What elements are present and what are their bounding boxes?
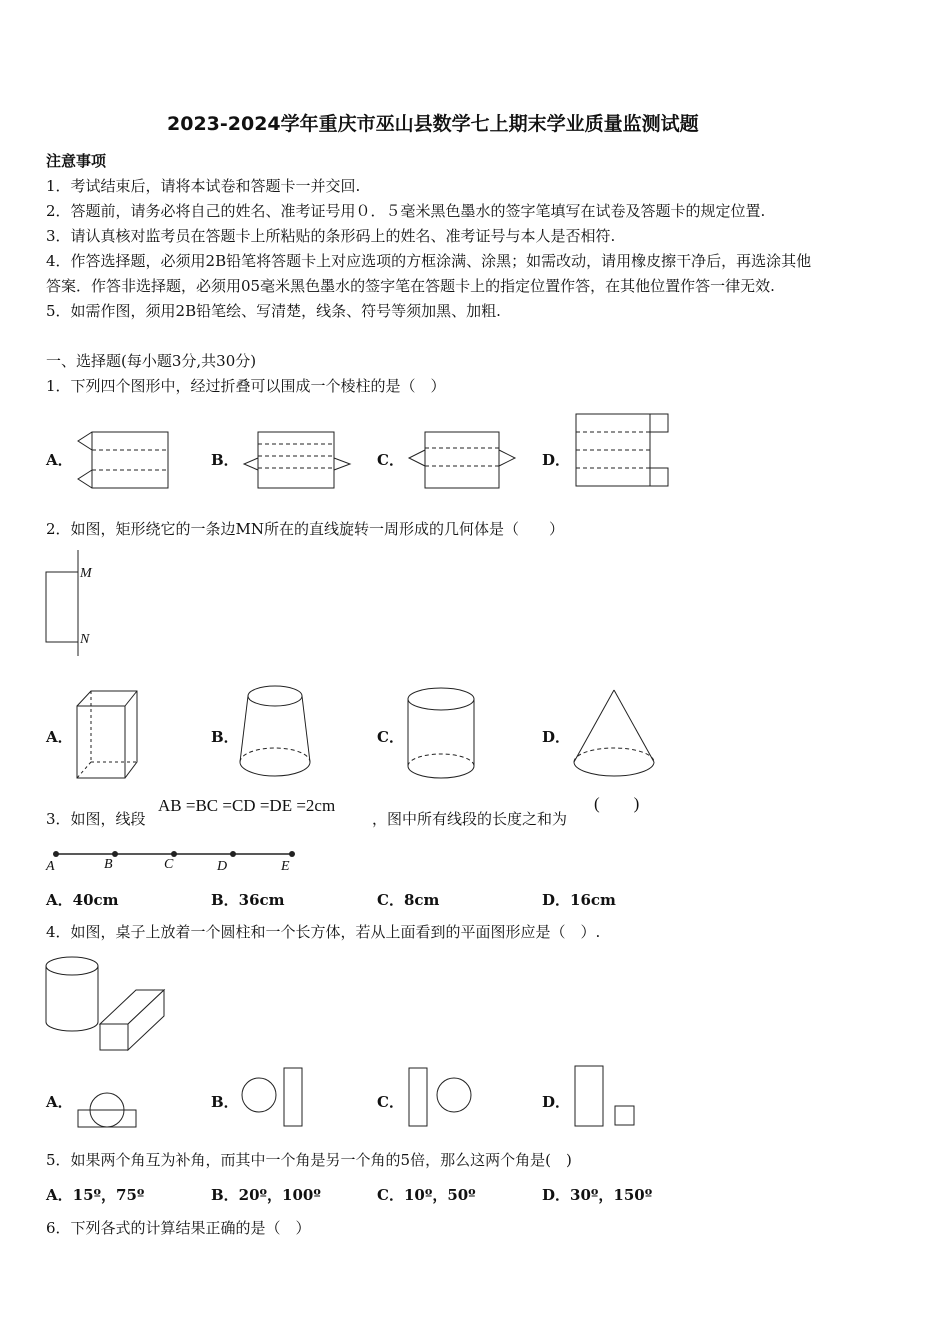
q3-point-c: C (164, 857, 174, 872)
q4-option-c[interactable]: C． (377, 1093, 404, 1111)
q3-option-a[interactable]: A．40cm (46, 891, 119, 909)
q2-option-b[interactable]: B． (211, 728, 239, 746)
q2-rectangle-figure (44, 550, 104, 658)
q4-option-b[interactable]: B． (211, 1093, 239, 1111)
q2-cylinder-figure (404, 686, 478, 782)
q2-label-m: M (80, 566, 92, 581)
q4-top-view-b (240, 1066, 306, 1130)
q2-cuboid-figure (74, 688, 140, 782)
q4-top-view-c (406, 1066, 476, 1130)
q2-stem: 2．如图，矩形绕它的一条边MN所在的直线旋转一周形成的几何体是（ ） (46, 520, 565, 538)
note-item-3: 3．请认真核对监考员在答题卡上所粘贴的条形码上的姓名、准考证号与本人是否相符. (46, 227, 616, 245)
q3-point-b: B (104, 857, 113, 872)
q1-option-c[interactable]: C． (377, 451, 404, 469)
notes-heading: 注意事项 (46, 152, 107, 170)
q6-stem: 6．下列各式的计算结果正确的是（ ） (46, 1219, 311, 1237)
q3-formula: AB =BC =CD =DE =2cm (158, 796, 336, 815)
q2-frustum-figure (236, 684, 314, 780)
q1-stem: 1．下列四个图形中，经过折叠可以围成一个棱柱的是（ ） (46, 377, 446, 395)
note-item-2: 2．答题前，请务必将自己的姓名、准考证号用０．５毫米黑色墨水的签字笔填写在试卷及答题卡的规定位置. (46, 202, 766, 220)
q3-paren: ( ) (594, 794, 640, 813)
q1-figure-b (242, 428, 354, 492)
q3-point-e: E (281, 859, 290, 874)
q3-segment-figure (50, 848, 300, 862)
note-item-5: 5．如需作图，须用2B铅笔绘、写清楚，线条、符号等须加黑、加粗. (46, 302, 501, 320)
page-title: 2023-2024学年重庆市巫山县数学七上期末学业质量监测试题 (167, 113, 699, 135)
q3-stem-suffix: ，图中所有线段的长度之和为 (372, 810, 568, 828)
q1-option-a[interactable]: A． (46, 451, 73, 469)
q4-option-a[interactable]: A． (46, 1093, 73, 1111)
q1-figure-c (407, 428, 519, 492)
q5-option-a[interactable]: A．15º，75º (46, 1186, 145, 1204)
q2-option-c[interactable]: C． (377, 728, 404, 746)
q1-option-d[interactable]: D． (542, 451, 571, 469)
q5-option-b[interactable]: B．20º，100º (211, 1186, 321, 1204)
q4-stem: 4．如图，桌子上放着一个圆柱和一个长方体，若从上面看到的平面图形应是（ ）. (46, 923, 601, 941)
q4-objects-figure (44, 954, 168, 1052)
q3-option-d[interactable]: D．16cm (542, 891, 616, 909)
note-item-4-cont: 答案．作答非选择题，必须用05毫米黑色墨水的签字笔在答题卡上的指定位置作答，在其他位置作答一律无效. (46, 277, 775, 295)
q5-option-d[interactable]: D．30º，150º (542, 1186, 653, 1204)
q2-option-d[interactable]: D． (542, 728, 571, 746)
q4-option-d[interactable]: D． (542, 1093, 571, 1111)
q3-point-d: D (217, 859, 228, 874)
q3-stem-prefix: 3．如图，线段 (46, 810, 146, 828)
q3-point-a: A (46, 859, 55, 874)
q4-top-view-d (572, 1064, 638, 1130)
q1-option-b[interactable]: B． (211, 451, 239, 469)
q2-cone-figure (570, 688, 658, 780)
q5-stem: 5．如果两个角互为补角，而其中一个角是另一个角的5倍，那么这两个角是( ) (46, 1151, 572, 1169)
q3-option-c[interactable]: C．8cm (377, 891, 440, 909)
q2-option-a[interactable]: A． (46, 728, 73, 746)
note-item-1: 1．考试结束后，请将本试卷和答题卡一并交回. (46, 177, 361, 195)
q4-top-view-a (76, 1090, 140, 1130)
q1-figure-d (574, 410, 672, 490)
note-item-4: 4．作答选择题，必须用2B铅笔将答题卡上对应选项的方框涂满、涂黑；如需改动，请用橡皮擦干净后，再选涂其他 (46, 252, 812, 270)
q3-option-b[interactable]: B．36cm (211, 891, 285, 909)
q1-figure-a (76, 428, 172, 492)
q5-option-c[interactable]: C．10º，50º (377, 1186, 476, 1204)
q2-label-n: N (80, 632, 90, 647)
section-heading: 一、选择题(每小题3分,共30分) (46, 352, 257, 370)
